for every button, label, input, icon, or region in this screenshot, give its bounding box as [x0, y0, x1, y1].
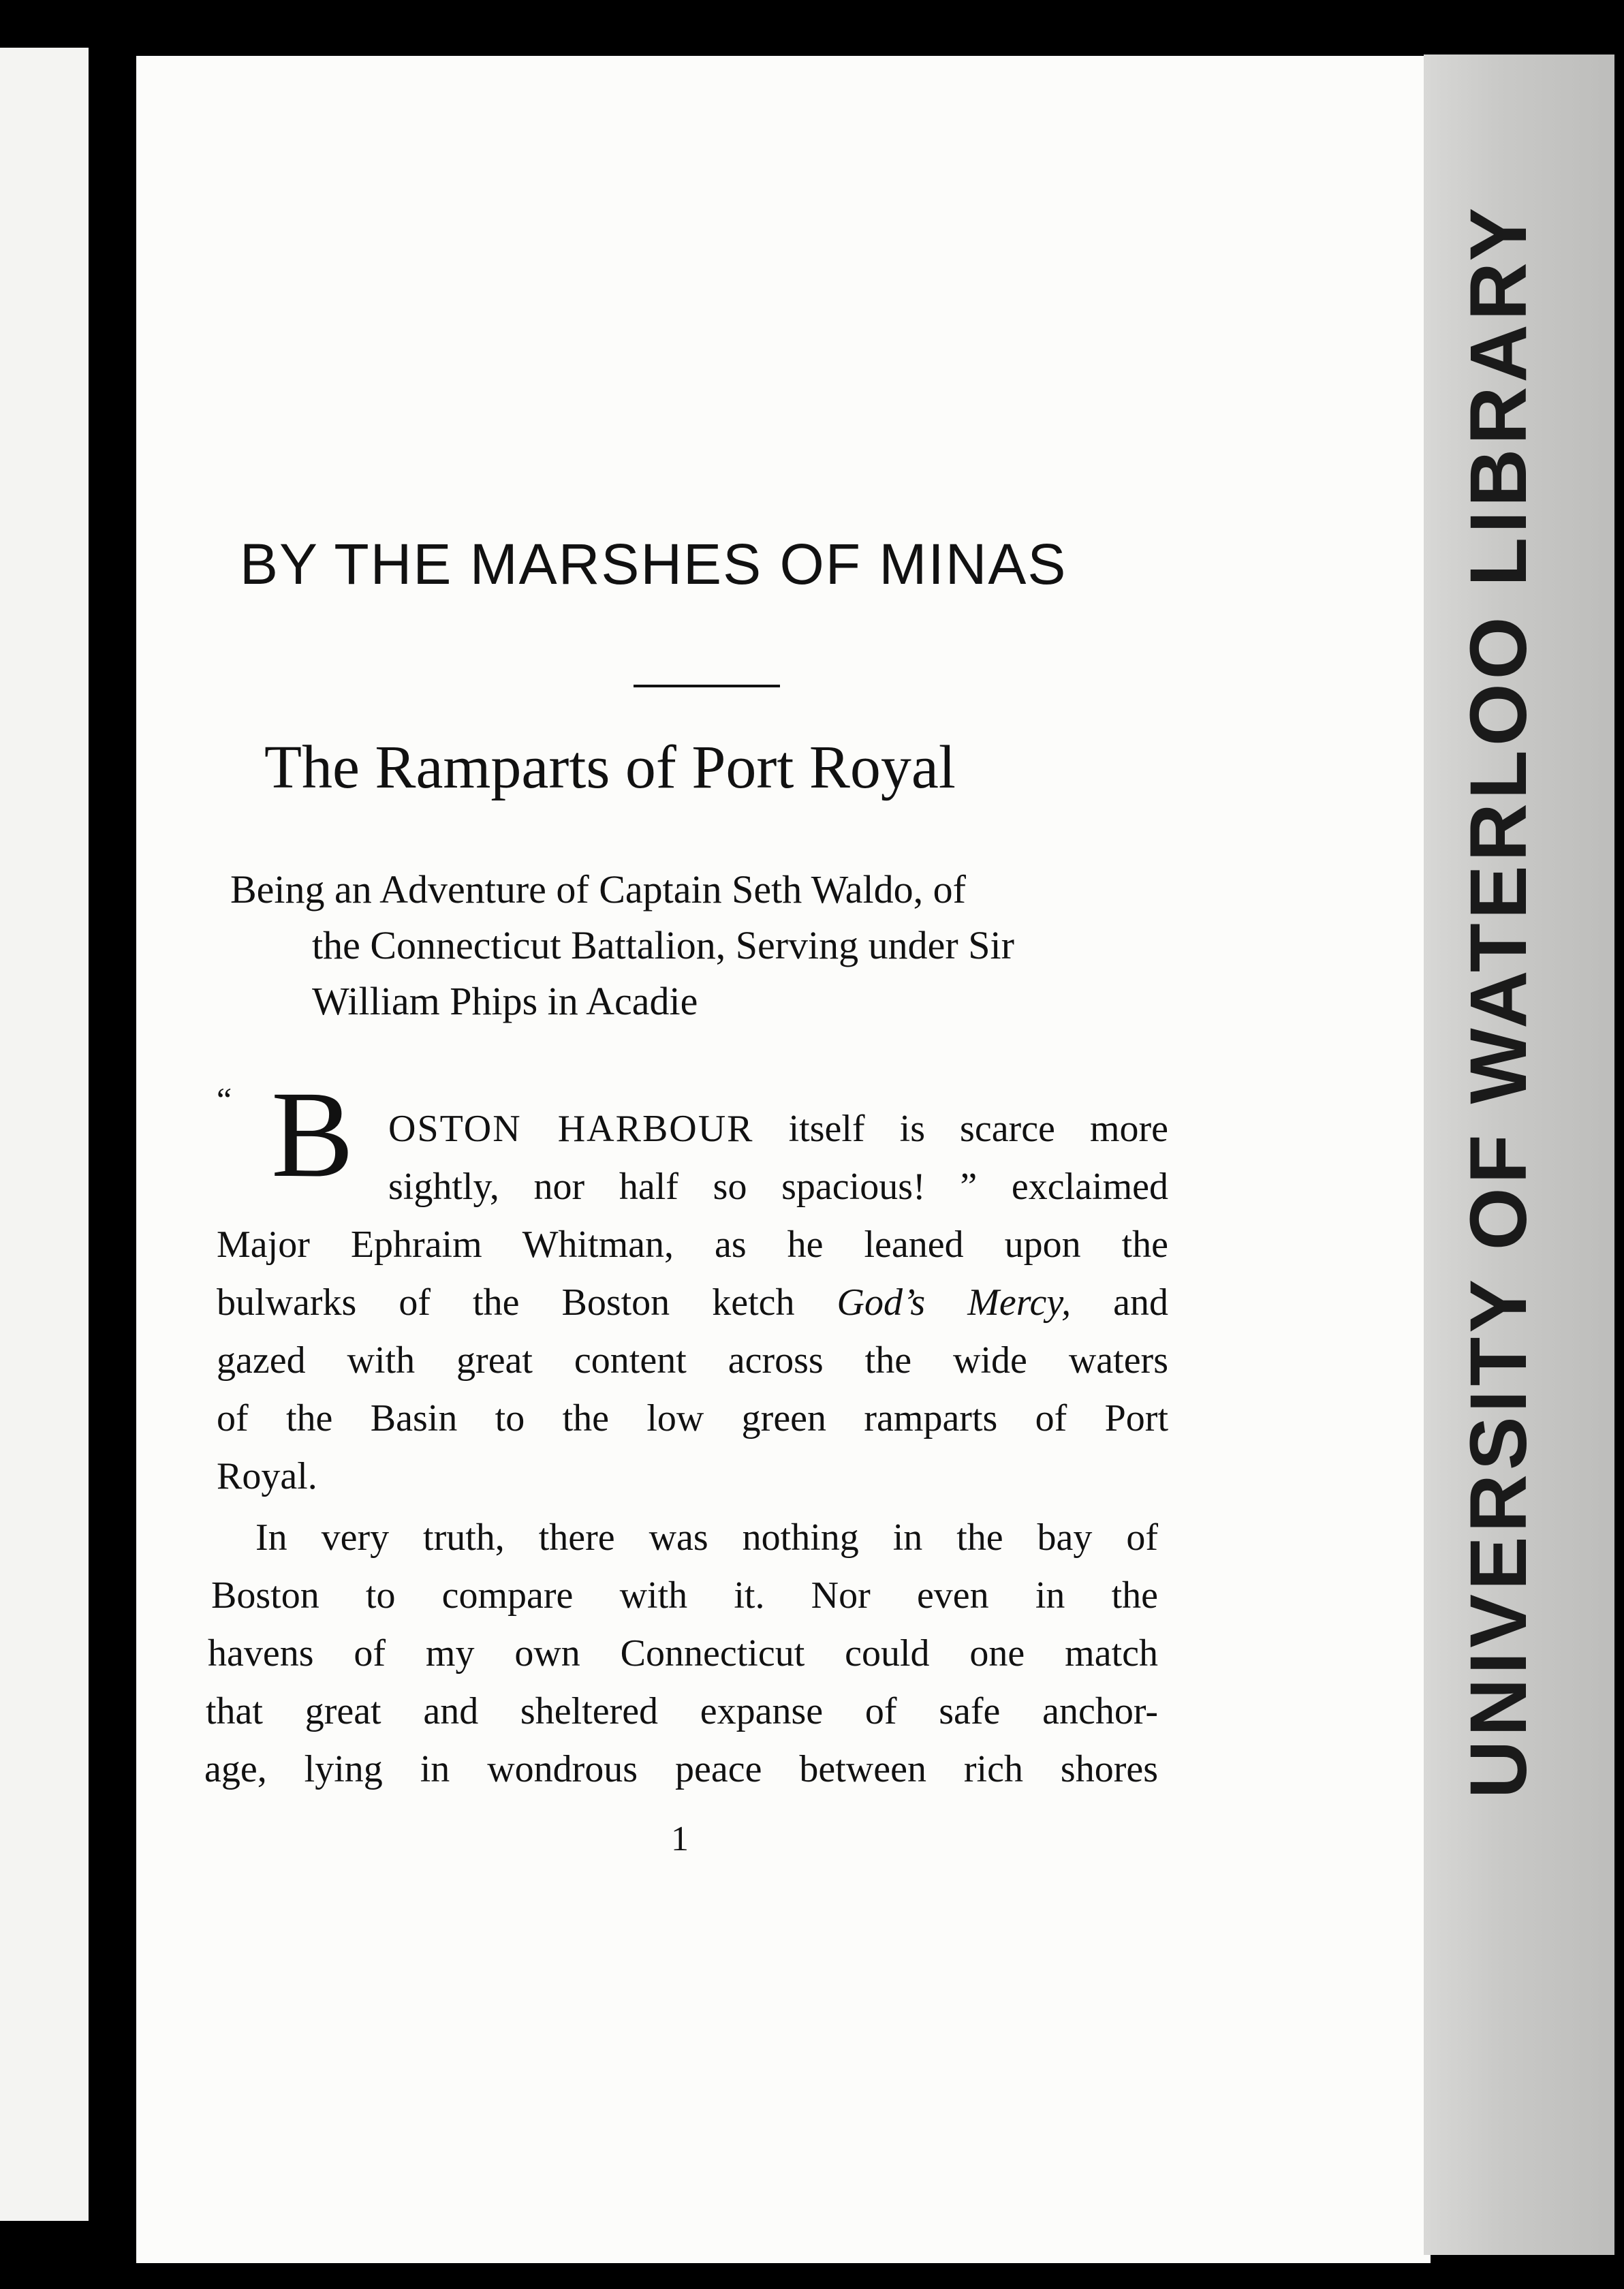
- text-fragment: and: [1113, 1281, 1168, 1324]
- chapter-subtitle: [230, 862, 1184, 1029]
- opening-quote-mark: “: [217, 1080, 232, 1119]
- book-title: BY THE MARSHES OF MINAS: [240, 532, 1067, 596]
- drop-cap: B: [271, 1066, 354, 1203]
- text-line: age, lying in wondrous peace between rich shores: [204, 1748, 1158, 1790]
- facing-page-edge: [0, 48, 89, 2221]
- title-rule: [634, 685, 780, 687]
- text-line: Royal.: [217, 1455, 317, 1497]
- text-line: [388, 1107, 1168, 1151]
- ship-name: God’s Mercy,: [837, 1281, 1072, 1324]
- chapter-title: The Ramparts of Port Royal: [264, 734, 956, 801]
- text-line: [217, 1281, 1168, 1324]
- text-fragment: bulwarks of the Boston ketch: [217, 1281, 795, 1324]
- text-line: In very truth, there was nothing in the bay of: [255, 1516, 1158, 1559]
- small-caps-opening: OSTON HARBOUR: [388, 1108, 754, 1150]
- text-line: havens of my own Connecticut could one match: [208, 1632, 1158, 1675]
- text-line: sightly, nor half so spacious! ” exclaimed: [388, 1166, 1168, 1208]
- library-stamp: UNIVERSITY OF WATERLOO LIBRARY: [1454, 203, 1544, 1798]
- subtitle-line: Being an Adventure of Captain Seth Waldo, of: [230, 867, 966, 912]
- text-line: Boston to compare with it. Nor even in the: [211, 1574, 1158, 1617]
- text-line: gazed with great content across the wide waters: [217, 1339, 1168, 1382]
- page-number: 1: [671, 1820, 689, 1858]
- text-fragment: itself is scarce more: [788, 1108, 1169, 1150]
- text-line: of the Basin to the low green ramparts of Port: [217, 1397, 1168, 1439]
- subtitle-line: the Connecticut Battalion, Serving under Sir: [312, 923, 1014, 967]
- text-line: Major Ephraim Whitman, as he leaned upon the: [217, 1224, 1168, 1266]
- text-line: that great and sheltered expanse of safe anchor-: [206, 1690, 1158, 1732]
- subtitle-line: William Phips in Acadie: [312, 979, 698, 1023]
